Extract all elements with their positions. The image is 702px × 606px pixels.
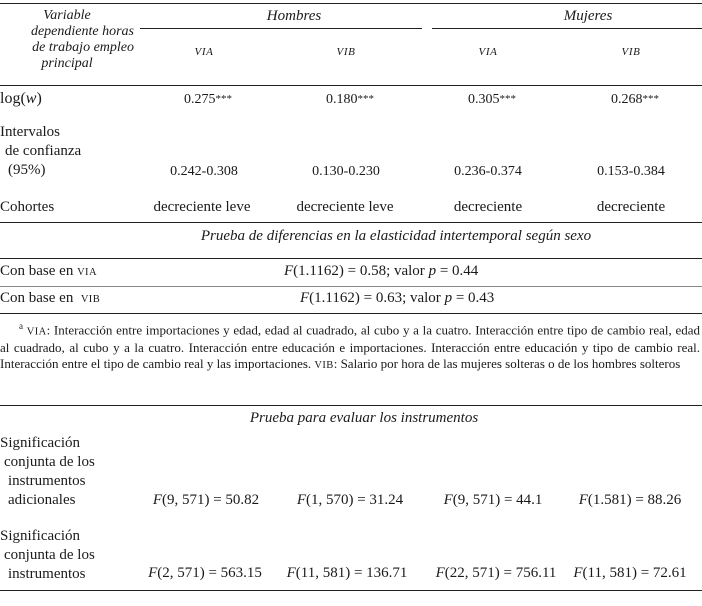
significance-stars: ***: [215, 93, 232, 105]
row-label-cohorts: Cohortes: [0, 199, 55, 215]
cohort-value: decreciente: [453, 199, 523, 215]
f-symbol: F: [300, 290, 310, 306]
label-sc: VIA: [77, 267, 97, 278]
stat-args: (1.1162) = 0.63; valor: [309, 290, 445, 306]
difference-test-title: Prueba de diferencias en la elasticidad intertemporal según sexo: [200, 228, 592, 244]
intervals-label-line: Intervalos: [0, 124, 60, 140]
section-rule: [0, 222, 702, 223]
logw-coef: 0.180: [326, 92, 358, 107]
stat-value: (9, 571) = 44.1: [452, 492, 543, 508]
logw-value: [326, 92, 374, 108]
p-symbol: p: [428, 263, 437, 279]
logw-coef: 0.305: [468, 92, 500, 107]
bottom-rule: [0, 590, 702, 591]
instrument-stat: [444, 492, 543, 509]
cohort-value: decreciente leve: [153, 199, 251, 215]
subcol-header-via-h: VIA: [194, 46, 214, 58]
cohort-value: decreciente: [596, 199, 666, 215]
footnote-marker: a: [19, 321, 23, 331]
p-symbol: p: [444, 290, 453, 306]
p-value: = 0.44: [436, 263, 479, 279]
stat-value: (1, 570) = 31.24: [305, 492, 404, 508]
difference-row-stat: [300, 290, 494, 307]
p-value: = 0.43: [452, 290, 495, 306]
label-line: conjunta de los: [4, 547, 95, 563]
intervals-label-line: de confianza: [5, 143, 82, 159]
instrument-stat: [148, 565, 262, 582]
top-rule: [0, 3, 702, 4]
f-symbol: F: [152, 492, 162, 508]
stat-args: (1.1162) = 0.58; valor: [293, 263, 429, 279]
difference-row-label: [0, 290, 100, 307]
variable-header-line: Variable: [43, 8, 91, 23]
f-symbol: F: [578, 492, 588, 508]
instrument-stat: [573, 565, 686, 582]
instrument-stat: [153, 492, 259, 509]
intervals-label-line: (95%): [8, 162, 46, 178]
label-line: Significación: [0, 528, 80, 544]
footnote-sc: VIA: [26, 326, 47, 338]
footnote-sc: VIB: [314, 360, 334, 372]
significance-stars: ***: [357, 93, 374, 105]
cohort-value: decreciente leve: [296, 199, 394, 215]
label-line: adicionales: [8, 492, 76, 508]
logw-coef: 0.275: [184, 92, 216, 107]
interval-value: 0.130-0.230: [312, 164, 380, 179]
row-label-logw: [0, 90, 42, 108]
label-text: Con base en: [0, 290, 81, 306]
stat-value: (1.581) = 88.26: [587, 492, 682, 508]
label-sc: VIB: [80, 294, 101, 305]
group-header-hombres: Hombres: [266, 8, 322, 24]
difference-row-stat: [284, 263, 478, 280]
instrument-stat: [287, 565, 408, 582]
instrument-stat: [297, 492, 403, 509]
label-text: Con base en: [0, 263, 78, 279]
subcol-header-vib-h: VIB: [336, 46, 356, 58]
significance-stars: ***: [499, 93, 516, 105]
section-rule: [0, 313, 702, 314]
variable-header: [0, 8, 134, 72]
stat-value: (22, 571) = 756.11: [444, 565, 557, 581]
f-symbol: F: [296, 492, 306, 508]
instrument-stat: [579, 492, 682, 509]
logw-value: [184, 92, 232, 108]
variable-header-line: dependiente horas: [30, 24, 134, 39]
label-line: instrumentos: [8, 473, 86, 489]
section-rule: [0, 258, 702, 259]
group-header-mujeres: Mujeres: [563, 8, 613, 24]
logw-value: [468, 92, 516, 108]
difference-row-label: [0, 263, 97, 280]
instrument-stat: [436, 565, 557, 582]
logw-var: w: [25, 90, 37, 107]
header-rule: [0, 85, 702, 86]
variable-header-line: de trabajo empleo: [32, 40, 134, 55]
row-rule: [0, 286, 702, 287]
instrument-row-label: [0, 434, 95, 510]
interval-value: 0.153-0.384: [597, 164, 665, 179]
instrument-row-label: [0, 527, 95, 584]
logw-suffix: ): [36, 90, 42, 107]
row-label-intervals: [0, 123, 81, 180]
stat-value: (11, 581) = 136.71: [295, 565, 408, 581]
logw-prefix: log(: [0, 90, 26, 107]
subcol-header-via-m: VIA: [478, 46, 498, 58]
f-symbol: F: [573, 565, 583, 581]
instrument-test-title: Prueba para evaluar los instrumentos: [249, 410, 479, 426]
f-symbol: F: [286, 565, 296, 581]
stat-value: (11, 581) = 72.61: [582, 565, 687, 581]
interval-value: 0.242-0.308: [170, 164, 238, 179]
significance-stars: ***: [642, 93, 659, 105]
footnote-text: : Interacción entre importaciones y edad, edad al cuadrado, al cubo y a la cuatro. Interacción entre tipo de cambio real, edad al cuadrado, al cubo y a la cuatro. Interacción entre educación e importaciones. Interacción entre educación y tipo de cambio real. Interacción entre el tipo de cambio real y las importaciones.: [0, 322, 700, 372]
group-rule: [432, 28, 702, 29]
variable-header-line: principal: [41, 56, 93, 71]
label-line: Significación: [0, 435, 80, 451]
f-symbol: F: [443, 492, 453, 508]
interval-value: 0.236-0.374: [454, 164, 522, 179]
f-symbol: F: [148, 565, 158, 581]
group-rule: [140, 28, 422, 29]
footnote: [0, 318, 700, 374]
label-line: instrumentos: [8, 566, 86, 582]
footnote-text: : Salario por hora de las mujeres solteras o de los hombres solteros: [333, 356, 681, 372]
logw-value: [611, 92, 659, 108]
label-line: conjunta de los: [4, 454, 95, 470]
section-rule: [0, 405, 702, 406]
stat-value: (2, 571) = 563.15: [157, 565, 262, 581]
f-symbol: F: [284, 263, 294, 279]
logw-coef: 0.268: [611, 92, 643, 107]
f-symbol: F: [435, 565, 445, 581]
subcol-header-vib-m: VIB: [621, 46, 641, 58]
stat-value: (9, 571) = 50.82: [161, 492, 260, 508]
